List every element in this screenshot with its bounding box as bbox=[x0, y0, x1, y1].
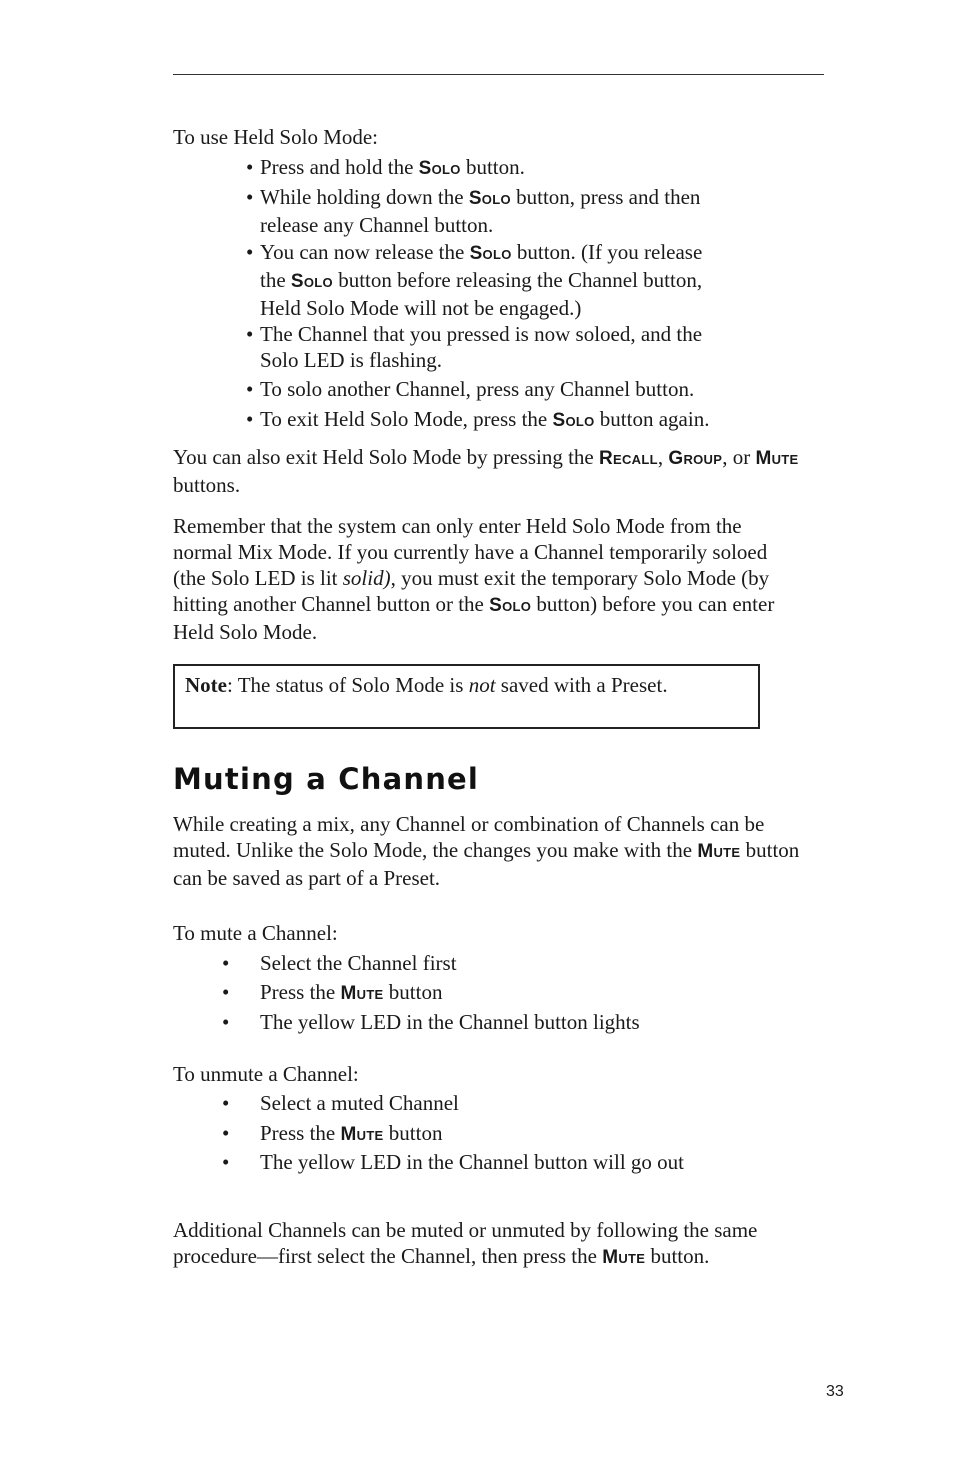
exit-paragraph: You can also exit Held Solo Mode by pressing the Recall, Group, or Mute buttons. bbox=[173, 445, 799, 497]
section-heading: Muting a Channel bbox=[173, 762, 480, 796]
list-item: • While holding down the Solo button, press and then release any Channel button. bbox=[246, 185, 701, 237]
mute-key: Mute bbox=[602, 1247, 646, 1268]
unmute-intro: To unmute a Channel: bbox=[173, 1062, 359, 1086]
bullet: • bbox=[222, 1091, 230, 1115]
note-label: Note bbox=[185, 673, 227, 697]
mute-key: Mute bbox=[697, 841, 741, 862]
held-solo-intro: To use Held Solo Mode: bbox=[173, 125, 379, 149]
solo-key: Solo bbox=[552, 410, 595, 431]
header-rule bbox=[173, 74, 824, 75]
page-number: 33 bbox=[826, 1383, 844, 1400]
bullet: • bbox=[222, 951, 230, 975]
mute-key: Mute bbox=[340, 1124, 384, 1145]
list-item: • The Channel that you pressed is now soloed, and the Solo LED is flashing. bbox=[246, 322, 703, 372]
mute-key: Mute bbox=[755, 448, 799, 469]
recall-key: Recall bbox=[599, 448, 658, 469]
solo-key: Solo bbox=[290, 271, 333, 292]
mute-intro: To mute a Channel: bbox=[173, 921, 338, 945]
bullet: • bbox=[222, 1121, 230, 1145]
list-item: • To solo another Channel, press any Channel button. bbox=[246, 377, 695, 401]
note-text: Note: The status of Solo Mode is not saved with a Preset. bbox=[185, 673, 668, 697]
solo-key: Solo bbox=[489, 595, 532, 616]
note-box bbox=[173, 664, 760, 729]
list-item: • You can now release the Solo button. (If you release the Solo button before releasing the Channel button, Held Solo Mode will not be engaged.) bbox=[246, 240, 703, 320]
solo-key: Solo bbox=[418, 158, 461, 179]
list-item: • Press and hold the Solo button. bbox=[246, 155, 525, 179]
list-item: • To exit Held Solo Mode, press the Solo button again. bbox=[246, 407, 710, 431]
bullet: • bbox=[246, 407, 254, 431]
bullet: • bbox=[222, 1150, 230, 1174]
bullet: • bbox=[246, 185, 254, 209]
group-key: Group bbox=[668, 448, 723, 469]
additional-paragraph: Additional Channels can be muted or unmuted by following the same procedure—first select the Channel, then press the Mute button. bbox=[173, 1218, 758, 1268]
bullet: • bbox=[246, 155, 254, 179]
muting-intro: While creating a mix, any Channel or combination of Channels can be muted. Unlike the Solo Mode, the changes you make with the Mute button can be saved as part of a Preset. bbox=[173, 812, 800, 890]
mute-key: Mute bbox=[340, 983, 384, 1004]
bullet: • bbox=[246, 377, 254, 401]
bullet: • bbox=[246, 240, 254, 264]
remember-paragraph: Remember that the system can only enter Held Solo Mode from the normal Mix Mode. If you currently have a Channel temporarily soloed (the Solo LED is lit solid), you must exit the temporary Solo Mode (by hitting another Channel button or the Solo button) before you can enter Held Solo Mode. bbox=[173, 514, 775, 644]
bullet: • bbox=[222, 980, 230, 1004]
solo-key: Solo bbox=[468, 188, 511, 209]
bullet: • bbox=[246, 322, 254, 346]
solo-key: Solo bbox=[469, 243, 512, 264]
bullet: • bbox=[222, 1010, 230, 1034]
